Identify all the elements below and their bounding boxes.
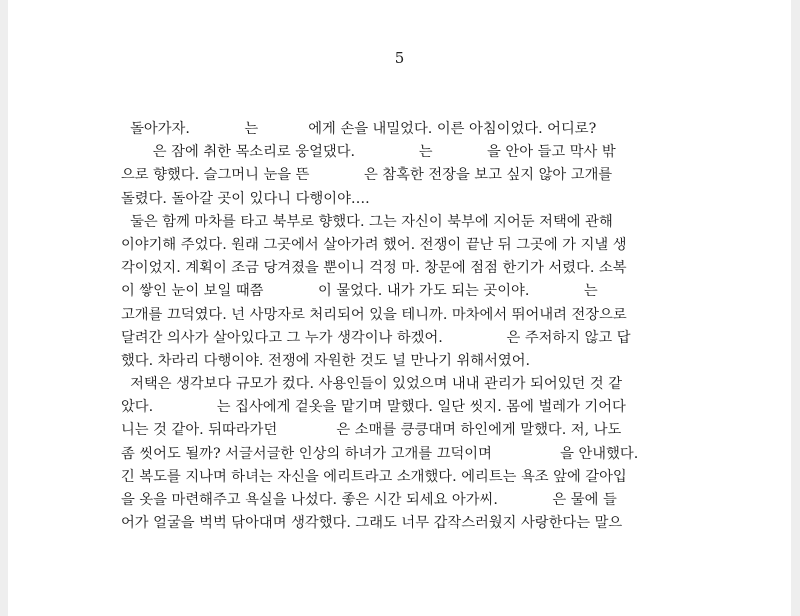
text-line: 달려간 의사가 살아있다고 그 누가 생각이나 하겠어. 은 주저하지 않고 답 [121, 329, 631, 346]
text-line: 고개를 끄덕였다. 넌 사망자로 처리되어 있을 테니까. 마차에서 뛰어내려 전장으로 [121, 306, 627, 323]
text-line: 긴 복도를 지나며 하녀는 자신을 에리트라고 소개했다. 에리트는 욕조 앞에 갈아입 [121, 468, 627, 485]
text-line: 은 잠에 취한 목소리로 웅얼댔다. 는 을 안아 들고 막사 밖 [121, 144, 616, 161]
text-line: 돌렸다. 돌아갈 곳이 있다니 다행이야…. [121, 190, 370, 207]
text-line: 았다. 는 집사에게 겉옷을 맡기며 말했다. 일단 씻지. 몸에 벌레가 기어다 [121, 399, 626, 416]
text-line: 니는 것 같아. 뒤따라가던 은 소매를 킁킁대며 하인에게 말했다. 저, 나도 [121, 422, 622, 439]
page-number: 5 [394, 49, 405, 67]
text-line: 각이었지. 계획이 조금 당겨졌을 뿐이니 걱정 마. 창문에 점점 한기가 서렸다. 소복 [121, 260, 627, 277]
text-line: 으로 향했다. 슬그머니 눈을 뜬 은 참혹한 전장을 보고 싶지 않아 고개를 [121, 167, 613, 184]
text-line: 둘은 함께 마차를 타고 북부로 향했다. 그는 자신이 북부에 지어둔 저택에 관해 [121, 213, 613, 230]
text-line: 을 옷을 마련해주고 욕실을 나섰다. 좋은 시간 되세요 아가씨. 은 물에 들 [121, 492, 617, 508]
text-line: 이 쌓인 눈이 보일 때쯤 이 물었다. 내가 가도 되는 곳이야. 는 [121, 283, 598, 300]
text-line: 좀 씻어도 될까? 서글서글한 인상의 하녀가 고개를 끄덕이며 을 안내했다. [121, 445, 639, 462]
text-line: 돌아가자. 는 에게 손을 내밀었다. 이른 아침이었다. 어디로? [121, 121, 597, 137]
text-line: 했다. 차라리 다행이야. 전쟁에 자원한 것도 널 만나기 위해서였어. [121, 352, 531, 369]
text-line: 저택은 생각보다 규모가 컸다. 사용인들이 있었으며 내내 관리가 되어있던 것 같 [121, 376, 623, 393]
text-line: 어가 얼굴을 벅벅 닦아대며 생각했다. 그래도 너무 갑작스러웠지 사랑한다는 말으 [121, 515, 623, 532]
body-text [121, 118, 681, 535]
text-line: 이야기해 주었다. 원래 그곳에서 살아가려 했어. 전쟁이 끝난 뒤 그곳에 가 지낼 생 [121, 236, 627, 253]
document-page [8, 0, 791, 616]
